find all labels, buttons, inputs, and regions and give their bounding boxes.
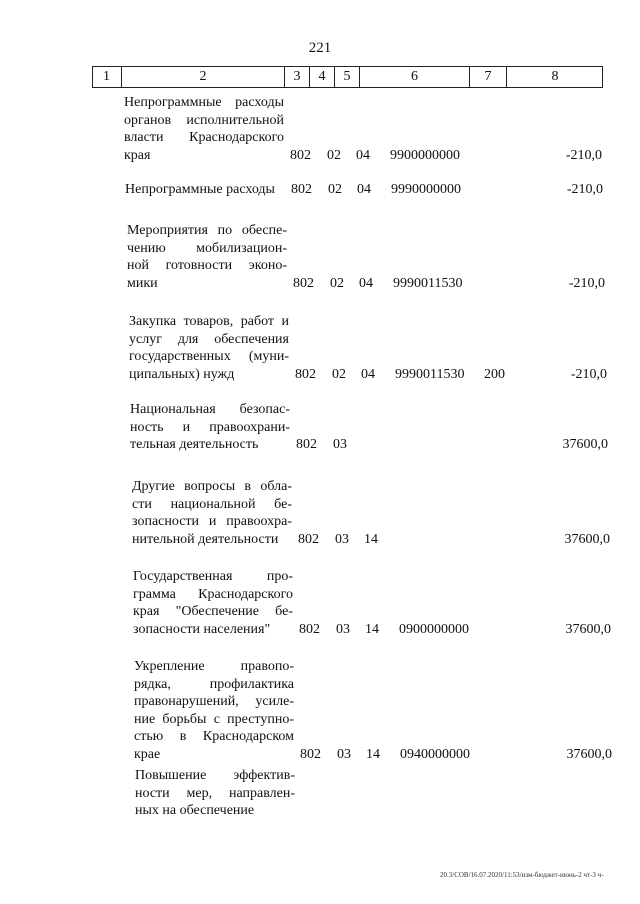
cell-col-5: 04 (357, 182, 371, 197)
cell-col-4: 03 (337, 746, 351, 762)
header-col-5: 5 (335, 67, 360, 87)
description-line: органов исполнительной (124, 112, 284, 128)
row-description (125, 181, 285, 199)
description-line: зопасности и правоохра- (132, 514, 292, 529)
cell-col-4: 02 (330, 275, 344, 291)
description-line: Государственная про- (133, 569, 293, 584)
header-col-4: 4 (310, 67, 335, 87)
cell-col-4: 02 (327, 147, 341, 163)
description-line: зопасности населения" (133, 621, 271, 637)
description-line: нительной деятельности (132, 531, 279, 547)
row-description (130, 401, 290, 454)
cell-col-3: 802 (290, 147, 311, 163)
description-line: края (124, 147, 151, 163)
cell-col-6: 9990000000 (391, 182, 461, 197)
description-line: Другие вопросы в обла- (132, 479, 292, 494)
description-line: чению мобилизацион- (127, 240, 287, 256)
cell-col-5: 04 (361, 366, 375, 382)
cell-col-5: 14 (364, 531, 378, 547)
row-description (124, 94, 284, 164)
row-description (133, 568, 293, 638)
description-line: ности мер, направлен- (135, 785, 295, 801)
description-line: государственных (муни- (129, 349, 289, 364)
description-line: рядка, профилактика (134, 676, 294, 692)
description-line: ципальных) нужд (129, 366, 235, 382)
table-header (92, 66, 603, 88)
cell-col-3: 802 (291, 182, 312, 197)
cell-col-5: 04 (359, 275, 373, 291)
header-col-1: 1 (92, 67, 122, 87)
description-line: ность и правоохрани- (130, 419, 290, 435)
cell-col-8: -210,0 (568, 275, 605, 291)
cell-col-4: 03 (336, 621, 350, 637)
description-line: стью в Краснодарском (134, 729, 294, 744)
cell-col-6: 9900000000 (390, 147, 460, 163)
description-line: тельная деятельность (130, 437, 259, 452)
cell-col-4: 02 (328, 182, 342, 197)
cell-col-8: -210,0 (565, 147, 602, 163)
cell-col-5: 14 (365, 621, 379, 637)
description-line: Закупка товаров, работ и (129, 314, 289, 329)
description-line: ной готовности эконо- (127, 258, 287, 273)
description-line: Мероприятия по обеспе- (127, 223, 287, 238)
cell-col-6: 9990011530 (393, 275, 463, 291)
description-line: грамма Краснодарского (133, 586, 293, 602)
description-line: Непрограммные расходы (124, 95, 284, 110)
cell-col-4: 03 (335, 531, 349, 547)
cell-col-6: 0900000000 (399, 621, 469, 637)
footer-stamp: 20.3/СОВ/16.07.2020/11:53/изм-бюджет-июнь-2 чт-3 ч- (440, 871, 604, 879)
cell-col-3: 802 (295, 366, 316, 382)
cell-col-8: 37600,0 (565, 621, 611, 637)
cell-col-8: 37600,0 (566, 746, 612, 762)
description-line: мики (127, 275, 158, 291)
page-number: 221 (308, 40, 332, 56)
cell-col-4: 03 (333, 437, 347, 452)
cell-col-3: 802 (299, 621, 320, 637)
cell-col-3: 802 (300, 746, 321, 762)
description-line: сти национальной бе- (132, 496, 292, 512)
row-description (127, 222, 287, 292)
description-line: власти Краснодарского (124, 130, 284, 145)
header-col-6: 6 (360, 67, 470, 87)
description-line: ние борьбы с преступно- (134, 711, 294, 727)
row-description (132, 478, 292, 548)
cell-col-6: 0940000000 (400, 746, 470, 762)
description-line: Непрограммные расходы (125, 182, 275, 197)
cell-col-8: 37600,0 (562, 437, 608, 452)
cell-col-7: 200 (484, 366, 505, 382)
description-line: крае (134, 746, 161, 762)
cell-col-8: -210,0 (570, 366, 607, 382)
row-description (134, 658, 294, 763)
description-line: услуг для обеспечения (129, 331, 289, 347)
description-line: Укрепление правопо- (134, 659, 294, 674)
description-line: ных на обеспечение (135, 803, 255, 818)
cell-col-4: 02 (332, 366, 346, 382)
row-description (129, 313, 289, 383)
cell-col-8: 37600,0 (564, 531, 610, 547)
cell-col-3: 802 (293, 275, 314, 291)
header-col-8: 8 (551, 69, 559, 84)
header-col-3: 3 (285, 67, 310, 87)
cell-col-3: 802 (298, 531, 319, 547)
cell-col-5: 14 (366, 746, 380, 762)
cell-col-8: -210,0 (566, 182, 603, 197)
cell-col-6: 9990011530 (395, 366, 465, 382)
description-line: Повышение эффектив- (135, 768, 295, 783)
cell-col-3: 802 (296, 437, 317, 452)
row-description (135, 767, 295, 820)
header-col-2: 2 (122, 67, 285, 87)
header-col-7: 7 (470, 67, 507, 87)
description-line: Национальная безопас- (130, 402, 290, 417)
description-line: правонарушений, усиле- (134, 694, 294, 709)
description-line: края "Обеспечение бе- (133, 604, 293, 619)
cell-col-5: 04 (356, 147, 370, 163)
